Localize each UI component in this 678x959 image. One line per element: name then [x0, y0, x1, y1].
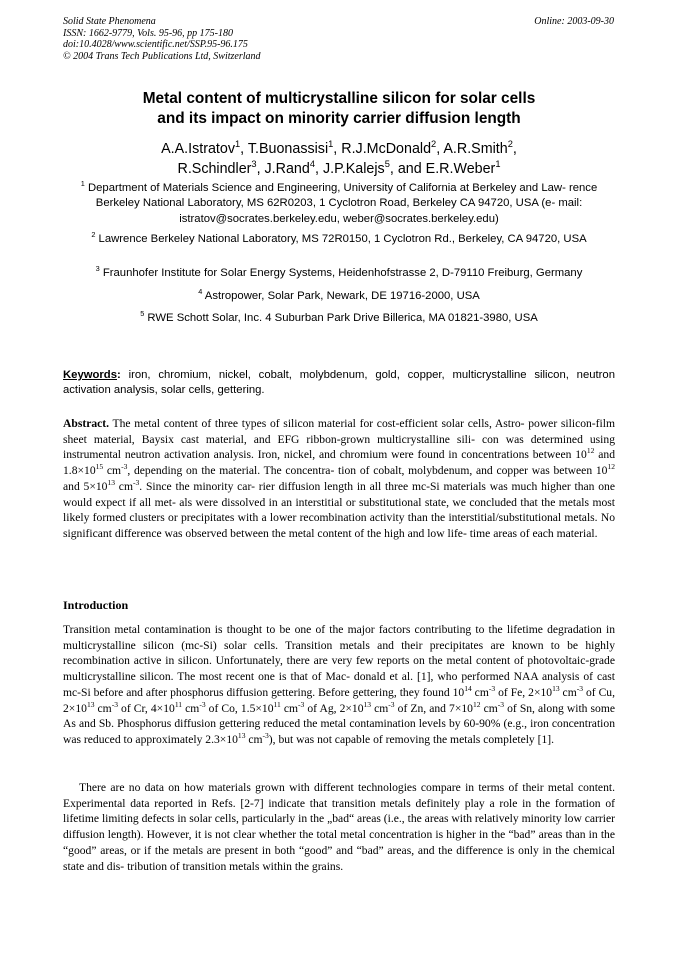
affiliation-5: [63, 311, 615, 326]
affiliation-4: [63, 289, 615, 304]
text-run: of Ag, 2×10: [304, 701, 364, 715]
affiliation-number: 5: [140, 309, 145, 319]
author-name: T.Buonassisi: [247, 141, 329, 157]
exponent: -3: [111, 699, 118, 709]
affiliation-2: [63, 232, 615, 247]
exponent: 13: [237, 731, 246, 741]
intro-paragraph-1: [63, 622, 615, 748]
exponent: 13: [363, 699, 372, 709]
affiliation-marker: 4: [309, 158, 316, 169]
affiliation-marker: 3: [251, 158, 257, 169]
text-run: cm: [182, 701, 200, 715]
exponent: 13: [107, 477, 115, 487]
affiliation-marker: 1: [328, 139, 334, 150]
exponent: -3: [298, 699, 305, 709]
author-name: J.Rand: [264, 160, 310, 177]
abstract-text: cm: [118, 479, 133, 493]
text-run: Transition metal contamination is thought to be one of the major factors contributing to the lifetime degradation in multicrystalline silicon (mc-Si) solar cells. Transition metals and their precipitates are known to be highly recombination active in silicon. Unfortunately, there are very few reports on the metal content of photovoltaic-grade multicrystalline silicon. The most recent one is that of Mac- donald et al. [1], who performed NAA analysis of cast mc-Si before and after phosphorus diffusion gettering. Before gettering, they found 10: [63, 623, 615, 699]
affiliation-1: [63, 181, 615, 227]
author-name: J.P.Kalejs: [322, 160, 385, 177]
affiliation-text: Fraunhofer Institute for Solar Energy Systems, Heidenhofstrasse 2, D-79110 Freiburg, Germany: [102, 267, 583, 279]
author-name: and E.R.Weber: [397, 160, 496, 177]
title-line-1: Metal content of multicrystalline silicon for solar cells: [142, 90, 536, 107]
exponent: -3: [199, 699, 206, 709]
author-name: R.Schindler: [177, 160, 252, 177]
exponent: -3: [132, 477, 140, 487]
exponent: -3: [121, 462, 128, 472]
author-line-1: A.A.Istratov$^1$, T.Buonassisi$^1$, R.J.McDonald$^2$, A.R.Smith$^2$,: [161, 139, 517, 157]
affiliation-marker: 5: [384, 158, 390, 169]
author-line-2: R.Schindler$^3$, J.Rand$^4$, J.P.Kalejs$^5$, and E.R.Weber$^1$: [177, 158, 501, 177]
exponent: 12: [586, 446, 595, 456]
copyright-line: © 2004 Trans Tech Publications Ltd, Switzerland: [63, 50, 261, 62]
exponent: -3: [488, 683, 496, 693]
keywords: Keywords: iron, chromium, nickel, cobalt, molybdenum, gold, copper, multicrystalline silicon, neutron activation analysis, solar cells, gettering.: [63, 369, 615, 397]
journal-name: Solid State Phenomena: [63, 16, 156, 27]
exponent: -3: [497, 699, 505, 709]
exponent: 11: [273, 699, 281, 709]
exponent: 13: [86, 699, 95, 709]
affiliation-marker: 2: [507, 139, 513, 150]
exponent: -3: [576, 683, 584, 693]
affiliation-text: RWE Schott Solar, Inc. 4 Suburban Park Drive Billerica, MA 01821-3980, USA: [147, 312, 538, 324]
author-name: A.R.Smith: [443, 141, 508, 157]
affiliation-number: 4: [198, 287, 203, 297]
abstract-text: and 1.8×10: [63, 448, 615, 478]
exponent: 12: [607, 462, 615, 472]
exponent: 11: [174, 699, 183, 709]
author-name: R.J.McDonald: [341, 141, 432, 157]
affiliation-text: Lawrence Berkeley National Laboratory, MS 72R0150, 1 Cyclotron Rd., Berkeley, CA 94720, USA: [98, 233, 587, 245]
abstract-text: and 5×10: [63, 479, 108, 493]
affiliation-text: Department of Materials Science and Engineering, University of California at Berkeley and Law- rence Berkeley National Laboratory, MS 62R0203, 1 Cyclotron Road, Berkeley CA 94720, USA (e- mail: istratov@socrates.berkeley.edu, weber@socrates.berkeley.edu): [87, 182, 598, 225]
text-run: ), but was not capable of removing the metals completely [1].: [268, 732, 555, 746]
affiliation-marker: 1: [235, 139, 241, 150]
doi-line: doi:10.4028/www.scientific.net/SSP.95-96.175: [63, 39, 248, 51]
text-run: cm: [94, 701, 112, 715]
abstract-text: The metal content of three types of silicon material for cost-efficient solar cells, Astro- power silicon-film sheet material, Baysix cast material, and EFG ribbon-grown multicrystalline sili- con was determined using instrumental neutron activation analysis. Iron, nickel, and chromium were found in concentrations between 10: [63, 417, 615, 462]
affiliation-marker: 2: [431, 139, 437, 150]
keywords-label: Keywords: [63, 369, 117, 381]
text-run: cm: [480, 701, 498, 715]
exponent: -3: [262, 731, 269, 741]
text-run: of Sn, along with some As and Sb. Phosphorus diffusion gettering reduced the metal contamination levels by 60-90% (e.g., iron concentration was reduced to approximately 2.3×10: [63, 701, 616, 746]
paper-title: [63, 89, 615, 128]
text-run: of Cu, 2×10: [63, 685, 616, 715]
exponent: -3: [388, 699, 395, 709]
exponent: 14: [464, 683, 472, 693]
affiliation-3: [63, 266, 615, 281]
affiliation-number: 3: [95, 264, 100, 274]
author-name: A.A.Istratov: [161, 141, 235, 157]
affiliation-text: Astropower, Solar Park, Newark, DE 19716-2000, USA: [204, 290, 480, 302]
text-run: cm: [245, 732, 263, 746]
text-run: cm: [280, 701, 299, 715]
affiliation-marker: 1: [495, 158, 501, 169]
affiliation-number: 2: [91, 230, 96, 240]
abstract-text: . Since the minority car- rier diffusion length in all three mc-Si materials was much higher than one would expect if all met- als were dissolved in an interstitial or substitutional state, we concluded that the metals most likely formed clusters or precipitates with a lower recombination activity than the interstitial/substitutional metals. No significant difference was observed between the metal content of the high and low life- time areas of each material.: [63, 479, 615, 540]
text-run: of Cr, 4×10: [117, 701, 175, 715]
keywords-text: iron, chromium, nickel, cobalt, molybdenum, gold, copper, multicrystalline silicon, neutron activation analysis, solar cells, gettering.: [63, 369, 615, 397]
intro-paragraph-2: There are no data on how materials grown with different technologies compare in terms of their metal content. Experimental data reported in Refs. [2-7] indicate that transition metals definitely play a role in the formation of lifetime limiting defects in solar cells, particularly in the „bad“ areas (i.e., the areas with relatively minority low carrier diffusion length). However, it is not clear whether the total metal concentration is higher in the “bad” areas than in the “good” areas, or if the metals are present in both “good” and “bad” areas, and the difference is only in the chemical state and dis- tribution of transition metals within the grains.: [63, 781, 615, 873]
issn-line: ISSN: 1662-9779, Vols. 95-96, pp 175-180: [63, 27, 233, 39]
exponent: 15: [95, 462, 104, 472]
text-run: of Zn, and 7×10: [394, 701, 473, 715]
title-line-2: and its impact on minority carrier diffusion length: [157, 109, 521, 127]
text-run: cm: [471, 685, 489, 699]
abstract: [63, 416, 615, 542]
abstract-label: Abstract.: [63, 417, 110, 430]
text-run: of Fe, 2×10: [495, 685, 553, 699]
online-date: Online: 2003-09-30: [534, 16, 614, 27]
abstract-text: , depending on the material. The concentra- tion of cobalt, molybdenum, and copper was between 10: [127, 464, 608, 478]
text-run: cm: [371, 701, 389, 715]
abstract-text: cm: [106, 464, 122, 478]
text-run: of Co, 1.5×10: [205, 701, 274, 715]
section-heading-introduction: Introduction: [63, 598, 129, 612]
exponent: 13: [552, 683, 560, 693]
journal-header: [63, 16, 261, 62]
author-list: [63, 140, 615, 179]
text-run: cm: [559, 685, 577, 699]
exponent: 12: [472, 699, 481, 709]
affiliation-number: 1: [80, 179, 85, 189]
